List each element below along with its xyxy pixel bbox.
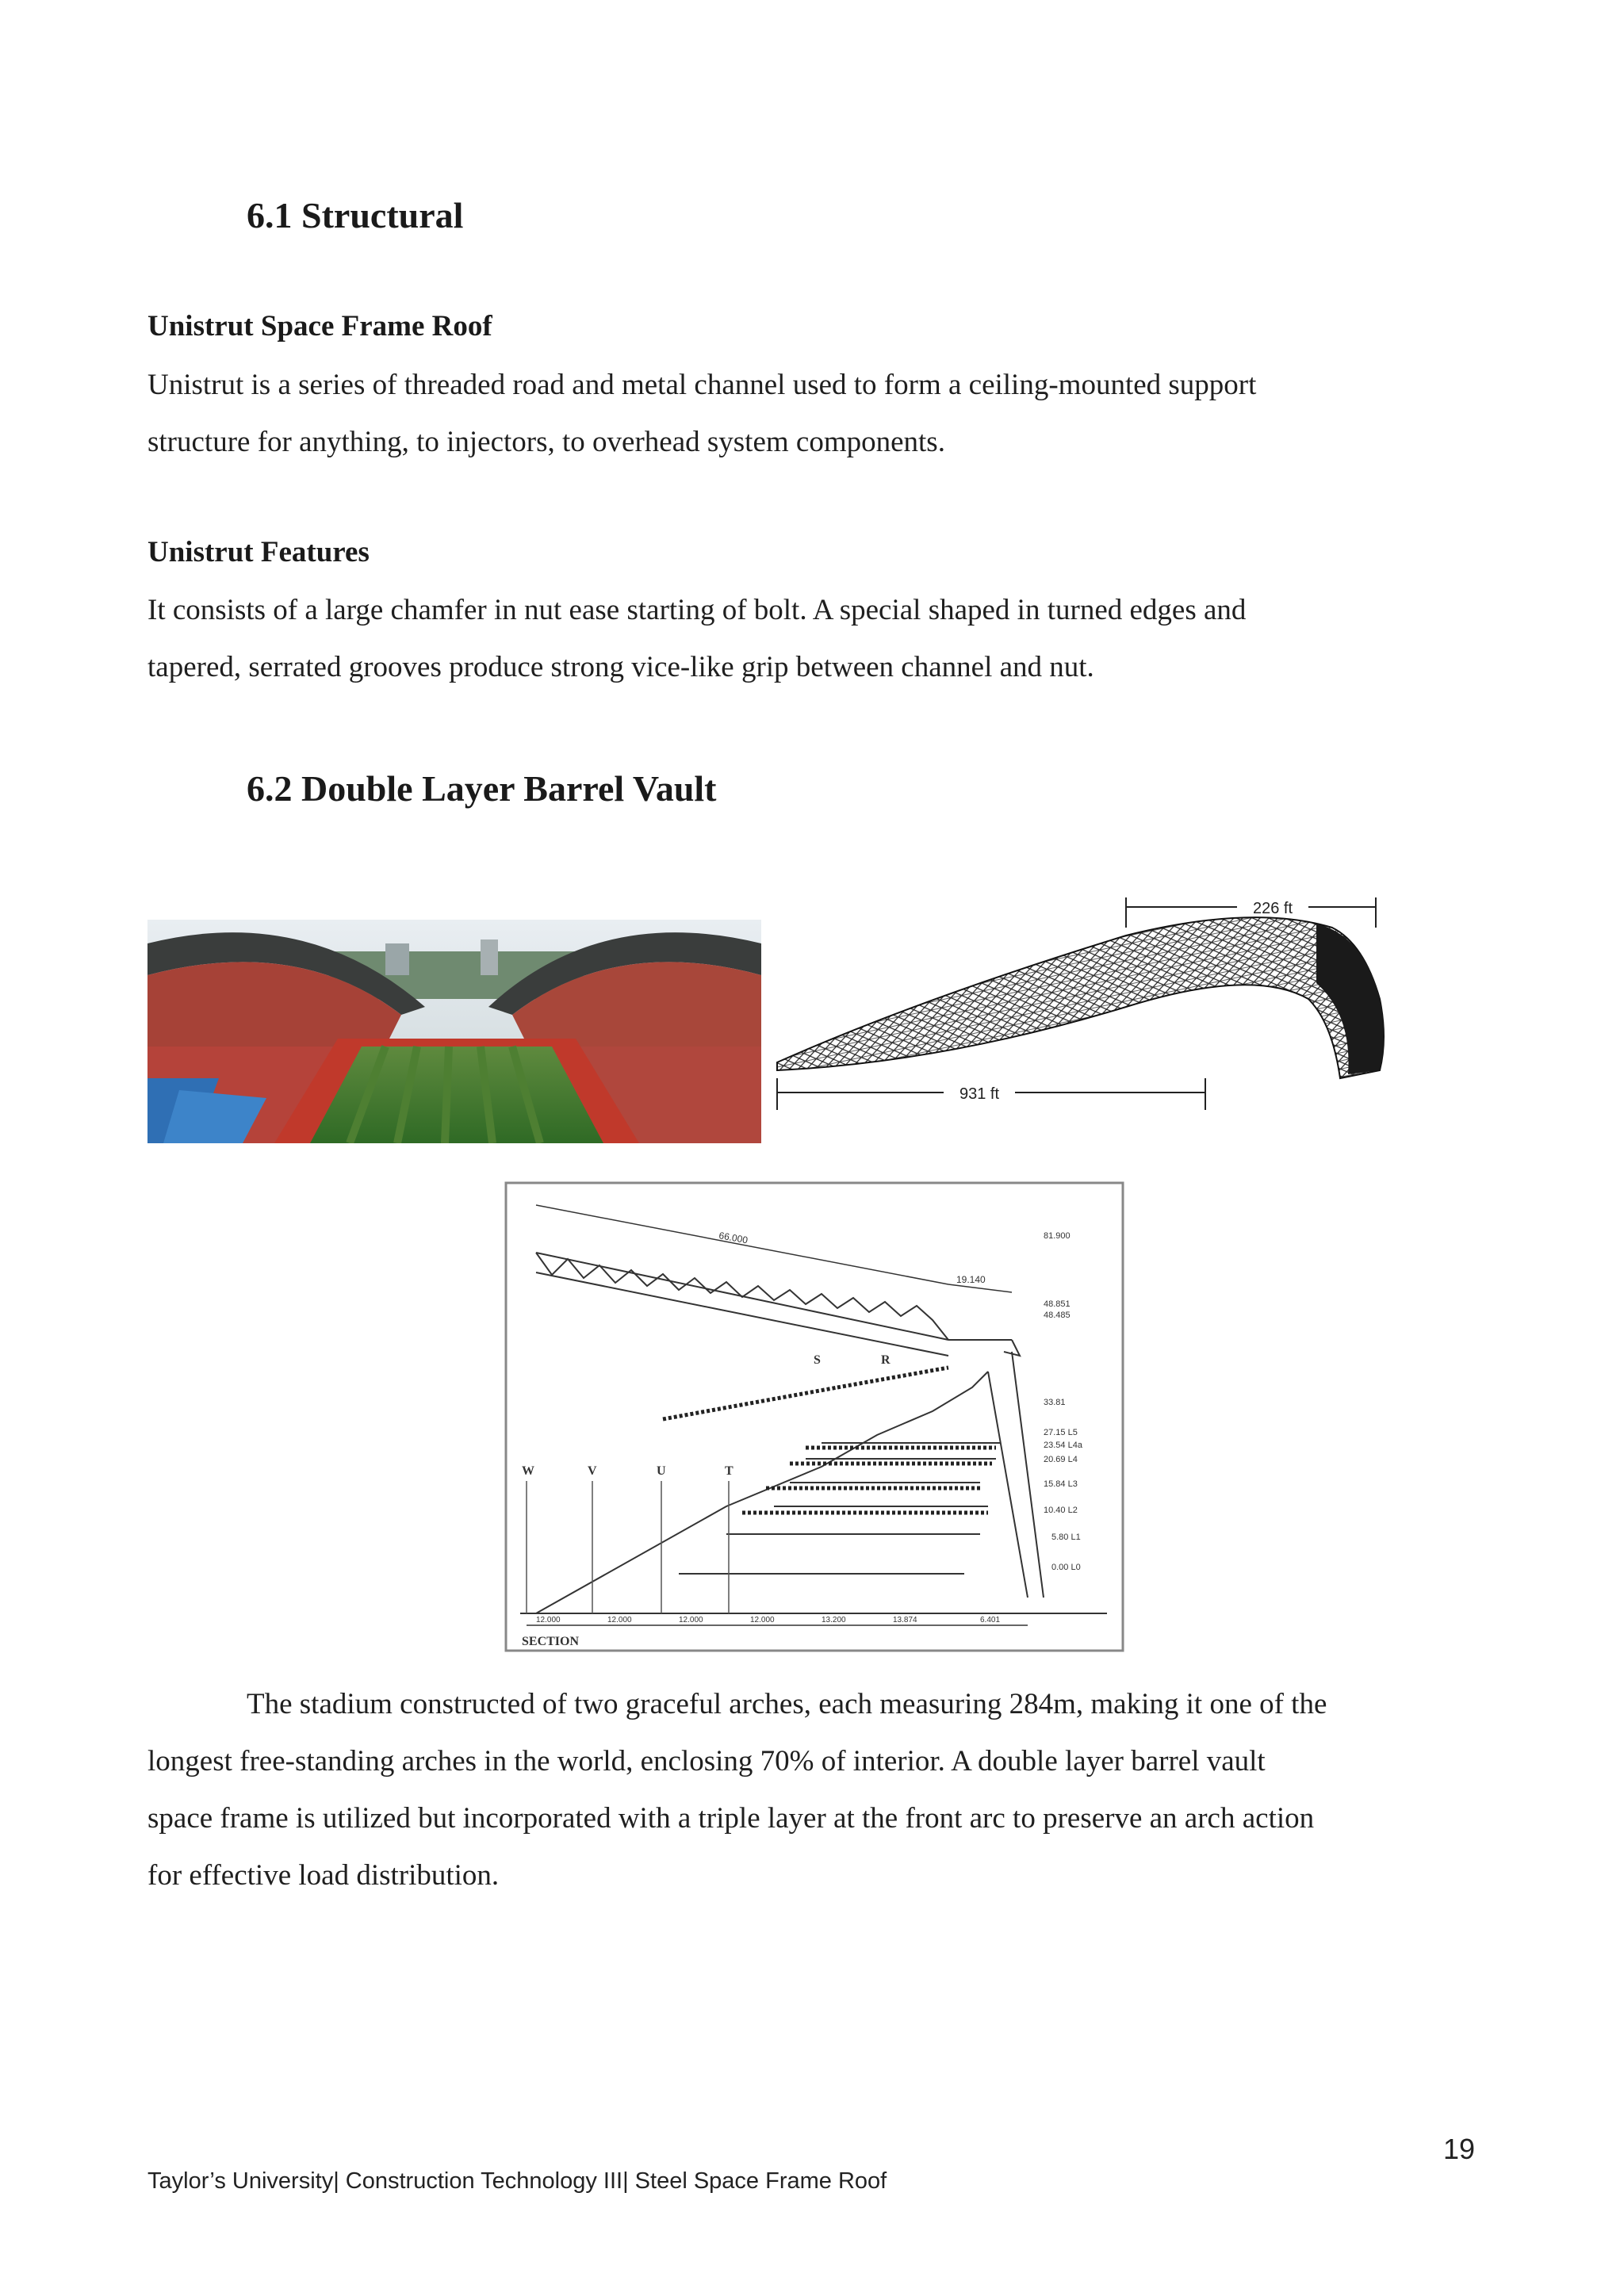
stadium-section-drawing <box>504 1181 1128 1657</box>
paragraph-line: space frame is utilized but incorporated with a triple layer at the front arc to preserve an arch action <box>147 1802 1315 1835</box>
level-label: 27.15 L5 <box>1044 1428 1078 1437</box>
level-label: 0.00 L0 <box>1051 1563 1081 1572</box>
section-title-barrel-vault: 6.2 Double Layer Barrel Vault <box>247 768 717 809</box>
span-label: 12.000 <box>607 1616 632 1624</box>
column-label-r: R <box>881 1353 891 1367</box>
level-label: 48.851 <box>1044 1299 1071 1309</box>
paragraph-line: longest free-standing arches in the world, enclosing 70% of interior. A double layer barrel vault <box>147 1745 1266 1777</box>
cantilever-length-label: 19.140 <box>956 1274 986 1285</box>
column-label-u: U <box>657 1464 666 1478</box>
level-label: 10.40 L2 <box>1044 1506 1078 1515</box>
span-label: 12.000 <box>750 1616 775 1624</box>
subheading-unistrut-roof: Unistrut Space Frame Roof <box>147 310 492 342</box>
paragraph-line: tapered, serrated grooves produce strong vice-like grip between channel and nut. <box>147 651 1094 683</box>
level-label: 33.81 <box>1044 1398 1066 1407</box>
level-label: 23.54 L4a <box>1044 1441 1082 1450</box>
span-label: 13.874 <box>893 1616 917 1624</box>
span-label: 12.000 <box>536 1616 561 1624</box>
column-label-t: T <box>725 1464 733 1478</box>
paragraph-line: Unistrut is a series of threaded road and metal channel used to form a ceiling-mounted support <box>147 369 1257 401</box>
paragraph-unistrut-roof <box>147 357 1256 471</box>
paragraph-stadium-description <box>147 1676 1327 1904</box>
column-label-w: W <box>522 1464 534 1478</box>
page-footer: Taylor’s University| Construction Technology III| Steel Space Frame Roof <box>147 2168 887 2194</box>
barrel-vault-diagram <box>761 880 1396 1142</box>
paragraph-line: It consists of a large chamfer in nut ease starting of bolt. A special shaped in turned edges and <box>147 594 1247 626</box>
span-label: 13.200 <box>822 1616 846 1624</box>
level-label: 5.80 L1 <box>1051 1533 1081 1542</box>
subheading-unistrut-features: Unistrut Features <box>147 536 370 568</box>
level-label: 48.485 <box>1044 1311 1071 1320</box>
vault-dim-top: 226 ft <box>1252 900 1293 917</box>
page-number: 19 <box>1443 2133 1476 2165</box>
column-label-s: S <box>814 1353 821 1367</box>
span-label: 6.401 <box>980 1616 1001 1624</box>
section-drawing-label: SECTION <box>522 1635 580 1648</box>
paragraph-unistrut-features <box>147 582 1246 696</box>
level-label: 20.69 L4 <box>1044 1455 1078 1464</box>
vault-dim-bottom: 931 ft <box>959 1085 1000 1103</box>
level-label: 15.84 L3 <box>1044 1479 1078 1489</box>
truss-length-label: 66.000 <box>718 1230 749 1246</box>
paragraph-line: for effective load distribution. <box>147 1859 500 1892</box>
section-title-structural: 6.1 Structural <box>247 195 464 235</box>
paragraph-line: The stadium constructed of two graceful arches, each measuring 284m, making it one of the <box>247 1688 1327 1720</box>
span-label: 12.000 <box>679 1616 703 1624</box>
stadium-photo <box>147 920 761 1143</box>
level-label: 81.900 <box>1044 1231 1071 1241</box>
paragraph-line: structure for anything, to injectors, to overhead system components. <box>147 426 945 458</box>
column-label-v: V <box>588 1464 597 1478</box>
